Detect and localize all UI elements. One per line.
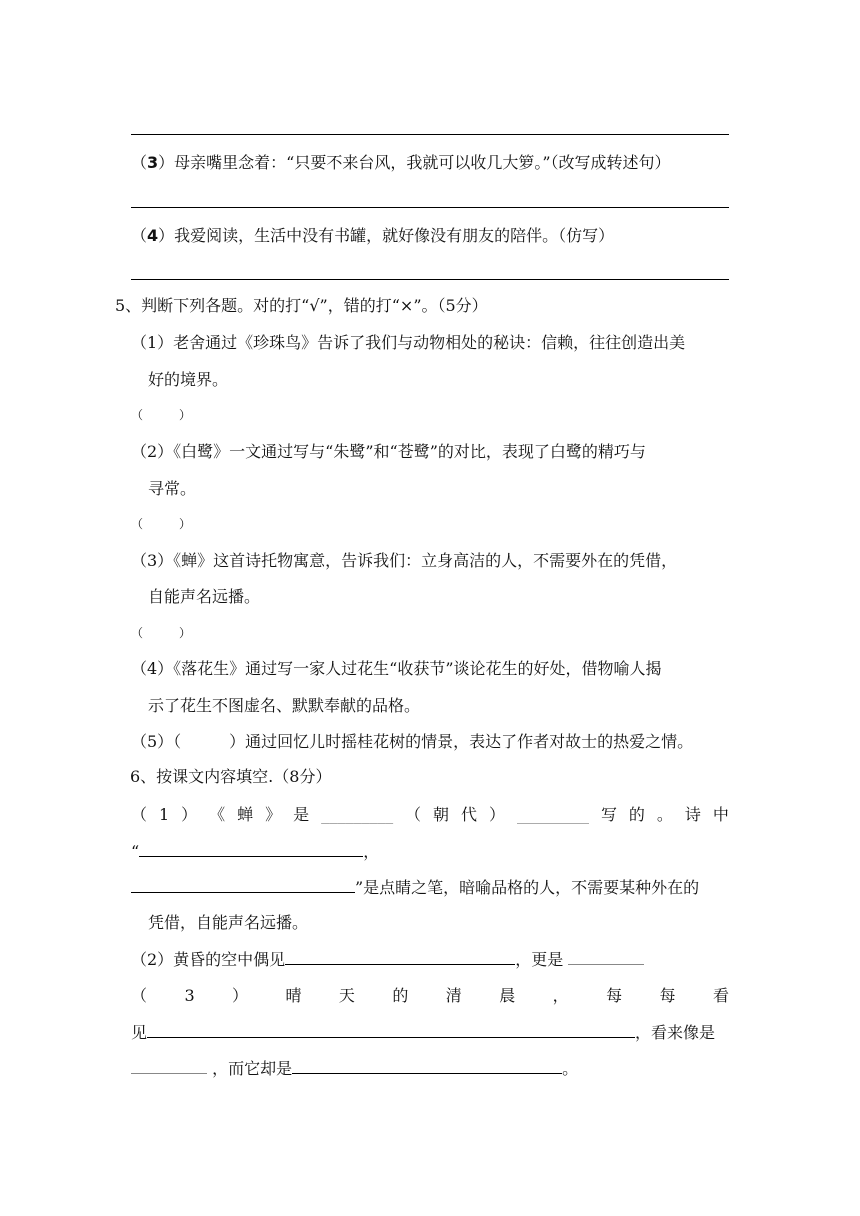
q4-item-4: （4）我爱阅读，生活中没有书罐，就好像没有朋友的陪伴。（仿写） [131, 226, 615, 245]
q6-item-1-line3 [131, 877, 731, 898]
q6-i2-mid: ，更是 [515, 950, 564, 969]
q6-i3-t6: 清 [445, 986, 462, 1005]
q4-item-4-text: 我爱阅读，生活中没有书罐，就好像没有朋友的陪伴。（仿写） [174, 226, 615, 245]
q5-item-1-answer[interactable]: （ ） [131, 408, 192, 422]
q6-item-1-line2 [131, 841, 731, 862]
q6-i1-t8: （ [405, 805, 422, 824]
q4-item-3-text: 母亲嘴里念着：“只要不来台风，我就可以收几大箩。”（改写成转述句） [174, 153, 671, 172]
q6-i1-t6: 是 [293, 805, 310, 824]
q6-i3-mid: ，看来像是 [635, 1023, 716, 1042]
q6-item-2 [131, 949, 731, 970]
q6-i3-pre: 见 [131, 1023, 148, 1042]
q6-i1-t17: 中 [712, 805, 729, 824]
q6-i1-dynasty-blank[interactable]: _________ [321, 805, 394, 824]
q5-item-5: （5）（ ）通过回忆儿时摇桂花树的情景，表达了作者对故士的热爱之情。 [131, 732, 694, 751]
q6-i2-pre: （2）黄昏的空中偶见 [131, 950, 286, 969]
q5-item-3-line1: （3）《蝉》这首诗托物寓意，告诉我们：立身高洁的人，不需要外在的凭借， [131, 551, 678, 570]
q6-i1-t10: 代 [461, 805, 478, 824]
q4-item-3: （3）母亲嘴里念着：“只要不来台风，我就可以收几大箩。”（改写成转述句） [131, 153, 671, 172]
q6-i1-author-blank[interactable]: _________ [516, 805, 589, 824]
q5-item-1-line2: 好的境界。 [148, 370, 229, 389]
q6-i1-open-quote: “ [131, 842, 140, 861]
q5-item-1-line1: （1）老舍通过《珍珠鸟》告诉了我们与动物相处的秘诀：信赖，往往创造出美 [131, 333, 686, 352]
q4-item-3-num: 3 [147, 153, 159, 172]
q6-i3-blank-1[interactable] [147, 1022, 635, 1038]
q6-i2-blank-1[interactable] [285, 949, 515, 965]
q6-i3-t9: 每 [606, 986, 623, 1005]
q6-heading: 6、按课文内容填空.（8分） [130, 767, 332, 786]
q6-i1-t0: （ [131, 805, 148, 824]
q5-item-2-line1: （2）《白鹭》一文通过写与“朱鹭”和“苍鹭”的对比，表现了白鹭的精巧与 [131, 442, 646, 461]
q5-item-4-line1: （4）《落花生》通过写一家人过花生“收获节”谈论花生的好处，借物喻人揭 [131, 659, 662, 678]
q6-i1-t14: 的 [628, 805, 645, 824]
q6-i3-t10: 每 [659, 986, 676, 1005]
q5-item-2-line2: 寻常。 [148, 479, 197, 498]
q5-item-4-line2: 示了花生不图虚名、默默奉献的品格。 [148, 696, 421, 715]
q6-i3-t3: 晴 [285, 986, 302, 1005]
q6-i1-t2: ） [181, 805, 198, 824]
q6-i3-t7: 晨 [499, 986, 516, 1005]
q6-i1-t5: 》 [265, 805, 282, 824]
q6-i3-t4: 天 [338, 986, 355, 1005]
q6-i1-t3: 《 [209, 805, 226, 824]
q4-item-4-num: 4 [147, 226, 159, 245]
q5-item-2-answer[interactable]: （ ） [131, 517, 192, 531]
q6-i3-blank-3[interactable] [292, 1058, 562, 1074]
q6-i3-t8: ， [552, 986, 569, 1005]
q6-i3-t2: ） [232, 986, 249, 1005]
q6-item-3-line1 [131, 986, 729, 1006]
q5-heading: 5、判断下列各题。对的打“√”，错的打“×”。（5分） [115, 296, 488, 315]
q6-i2-blank-2[interactable] [568, 949, 644, 965]
q5-item-3-line2: 自能声名远播。 [148, 587, 261, 606]
answer-line-1 [131, 134, 729, 135]
q6-i1-poem-blank-2[interactable] [131, 877, 355, 893]
q6-i1-cont: ”是点睛之笔，暗喻品格的人，不需要某种外在的 [355, 878, 700, 897]
q6-i3-t11: 看 [712, 986, 729, 1005]
q6-i1-t4: 蝉 [237, 805, 254, 824]
q6-i1-t13: 写 [600, 805, 617, 824]
q6-i1-t9: 朝 [433, 805, 450, 824]
q6-item-3-line2 [131, 1022, 731, 1043]
answer-line-3 [131, 279, 729, 280]
q6-i1-poem-blank-1[interactable] [139, 841, 363, 857]
q6-i3-mid2: ，而它却是 [212, 1059, 293, 1078]
q6-i1-t1: 1 [158, 805, 170, 824]
q6-item-1-end: 凭借，自能声名远播。 [148, 913, 309, 932]
q6-item-1-line1 [131, 805, 729, 825]
q6-i3-t5: 的 [392, 986, 409, 1005]
q6-i3-blank-2[interactable] [131, 1058, 207, 1074]
q6-i3-t0: （ [131, 986, 148, 1005]
q6-i1-t15: 。 [656, 805, 673, 824]
q6-i1-t11: ） [488, 805, 505, 824]
q6-i3-t1: 3 [184, 986, 195, 1005]
answer-line-2 [131, 207, 729, 208]
q6-item-3-line3 [131, 1058, 731, 1079]
q6-i1-comma: ， [363, 842, 380, 861]
q5-item-3-answer[interactable]: （ ） [131, 626, 192, 640]
q6-i1-t16: 诗 [684, 805, 701, 824]
q6-i3-end: 。 [562, 1059, 579, 1078]
